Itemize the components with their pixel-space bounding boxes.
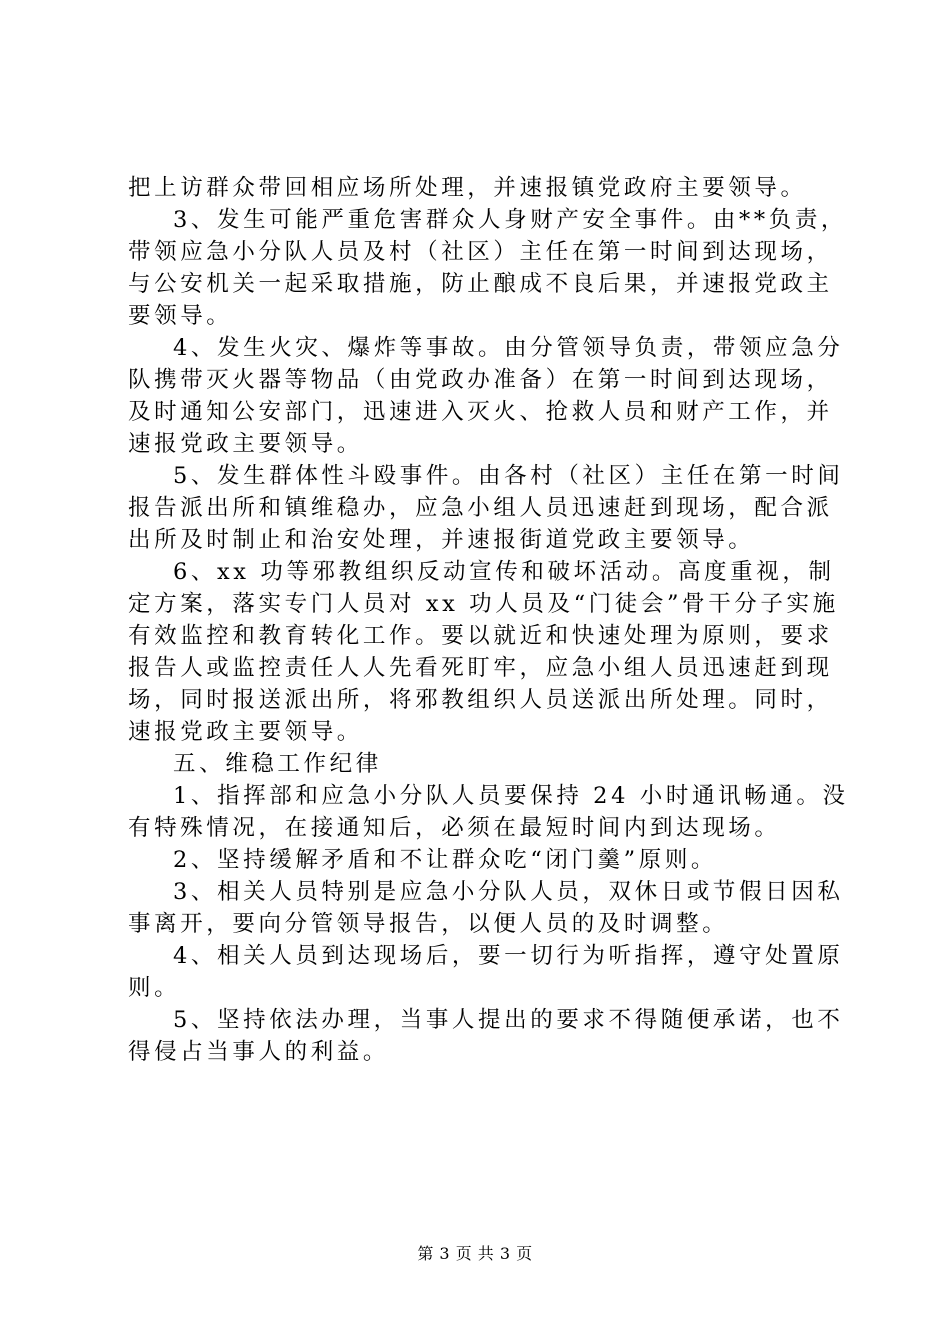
- text-line: 五、维稳工作纪律: [173, 751, 382, 777]
- text-line: 得侵占当事人的利益。: [128, 1039, 390, 1065]
- page-footer: 第 3 页 共 3 页: [417, 1244, 533, 1263]
- text-line: 把上访群众带回相应场所处理，并速报镇党政府主要领导。: [128, 175, 807, 201]
- text-line: 要领导。: [128, 303, 233, 329]
- text-line: 则。: [128, 975, 181, 1001]
- text-line: 报告人或监控责任人人先看死盯牢，应急小组人员迅速赶到现: [128, 655, 833, 681]
- document-body: [128, 172, 849, 1068]
- text-line: 有特殊情况，在接通知后，必须在最短时间内到达现场。: [128, 815, 781, 841]
- text-line: 速报党政主要领导。: [128, 719, 363, 745]
- text-line: 4、发生火灾、爆炸等事故。由分管领导负责，带领应急分: [173, 335, 844, 361]
- text-line: 4、相关人员到达现场后，要一切行为听指挥，遵守处置原: [173, 943, 844, 969]
- text-line: 出所及时制止和治安处理，并速报街道党政主要领导。: [128, 527, 755, 553]
- text-line: 定方案，落实专门人员对 xx 功人员及“门徒会”骨干分子实施: [128, 591, 839, 617]
- text-line: 及时通知公安部门，迅速进入灭火、抢救人员和财产工作，并: [128, 399, 833, 425]
- text-line: 6、xx 功等邪教组织反动宣传和破坏活动。高度重视，制: [173, 559, 835, 585]
- text-line: 5、发生群体性斗殴事件。由各村（社区）主任在第一时间: [173, 463, 844, 489]
- text-line: 带领应急小分队人员及村（社区）主任在第一时间到达现场，: [128, 239, 833, 265]
- text-line: 速报党政主要领导。: [128, 431, 363, 457]
- text-line: 3、相关人员特别是应急小分队人员，双休日或节假日因私: [173, 879, 844, 905]
- text-line: 5、坚持依法办理，当事人提出的要求不得随便承诺，也不: [173, 1007, 844, 1033]
- text-line: 报告派出所和镇维稳办，应急小组人员迅速赶到现场，配合派: [128, 495, 833, 521]
- text-line: 2、坚持缓解矛盾和不让群众吃“闭门羹”原则。: [173, 847, 718, 873]
- text-line: 事离开，要向分管领导报告，以便人员的及时调整。: [128, 911, 729, 937]
- text-line: 场，同时报送派出所，将邪教组织人员送派出所处理。同时，: [128, 687, 833, 713]
- text-line: 3、发生可能严重危害群众人身财产安全事件。由**负责，: [173, 207, 848, 233]
- text-line: 有效监控和教育转化工作。要以就近和快速处理为原则，要求: [128, 623, 833, 649]
- text-line: 1、指挥部和应急小分队人员要保持 24 小时通讯畅通。没: [173, 783, 849, 809]
- text-line: 队携带灭火器等物品（由党政办准备）在第一时间到达现场，: [128, 367, 833, 393]
- text-line: 与公安机关一起采取措施，防止酿成不良后果，并速报党政主: [128, 271, 833, 297]
